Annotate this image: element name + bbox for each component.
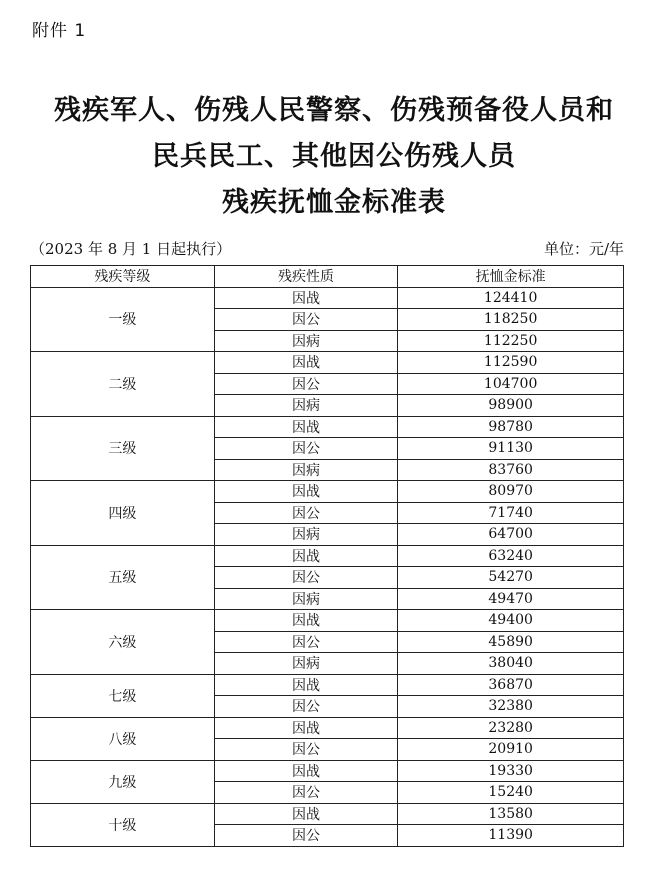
amount-cell: 45890 — [398, 631, 624, 653]
table-row — [31, 717, 624, 739]
pension-standard-table — [30, 265, 624, 847]
amount-cell: 124410 — [398, 287, 624, 309]
nature-cell: 因战 — [214, 416, 398, 438]
amount-cell: 13580 — [398, 803, 624, 825]
amount-cell: 112250 — [398, 330, 624, 352]
amount-cell: 63240 — [398, 545, 624, 567]
amount-cell: 118250 — [398, 309, 624, 331]
amount-cell: 104700 — [398, 373, 624, 395]
grade-cell: 九级 — [31, 760, 215, 803]
grade-cell: 七级 — [31, 674, 215, 717]
amount-cell: 71740 — [398, 502, 624, 524]
table-header-row — [31, 266, 624, 288]
nature-cell: 因战 — [214, 803, 398, 825]
amount-cell: 19330 — [398, 760, 624, 782]
table-row — [31, 803, 624, 825]
nature-cell: 因战 — [214, 481, 398, 503]
nature-cell: 因病 — [214, 588, 398, 610]
amount-cell: 20910 — [398, 739, 624, 761]
nature-cell: 因病 — [214, 459, 398, 481]
amount-cell: 91130 — [398, 438, 624, 460]
nature-cell: 因战 — [214, 674, 398, 696]
nature-cell: 因公 — [214, 696, 398, 718]
unit-note: 单位：元/年 — [543, 240, 624, 258]
nature-cell: 因公 — [214, 782, 398, 804]
nature-cell: 因公 — [214, 373, 398, 395]
annex-label: 附件 1 — [32, 21, 87, 41]
grade-cell: 三级 — [31, 416, 215, 481]
effective-date-note: （2023 年 8 月 1 日起执行） — [30, 240, 232, 258]
amount-cell: 36870 — [398, 674, 624, 696]
nature-cell: 因公 — [214, 825, 398, 847]
nature-cell: 因公 — [214, 502, 398, 524]
amount-cell: 98900 — [398, 395, 624, 417]
grade-cell: 四级 — [31, 481, 215, 546]
table-row — [31, 352, 624, 374]
header-amount: 抚恤金标准 — [398, 266, 624, 288]
grade-cell: 二级 — [31, 352, 215, 417]
amount-cell: 11390 — [398, 825, 624, 847]
nature-cell: 因病 — [214, 653, 398, 675]
amount-cell: 80970 — [398, 481, 624, 503]
title-line-2: 民兵民工、其他因公伤残人员 — [152, 141, 516, 172]
amount-cell: 98780 — [398, 416, 624, 438]
table-body — [31, 287, 624, 846]
table-caption-row — [30, 238, 624, 259]
table-row — [31, 545, 624, 567]
table-row — [31, 287, 624, 309]
grade-cell: 十级 — [31, 803, 215, 846]
amount-cell: 23280 — [398, 717, 624, 739]
nature-cell: 因公 — [214, 739, 398, 761]
document-title — [0, 88, 668, 226]
grade-cell: 五级 — [31, 545, 215, 610]
nature-cell: 因公 — [214, 567, 398, 589]
nature-cell: 因战 — [214, 352, 398, 374]
grade-cell: 八级 — [31, 717, 215, 760]
nature-cell: 因战 — [214, 545, 398, 567]
nature-cell: 因战 — [214, 610, 398, 632]
nature-cell: 因战 — [214, 717, 398, 739]
amount-cell: 32380 — [398, 696, 624, 718]
header-nature: 残疾性质 — [214, 266, 398, 288]
amount-cell: 112590 — [398, 352, 624, 374]
amount-cell: 49400 — [398, 610, 624, 632]
nature-cell: 因病 — [214, 330, 398, 352]
table-row — [31, 481, 624, 503]
table-row — [31, 674, 624, 696]
table-row — [31, 760, 624, 782]
nature-cell: 因公 — [214, 631, 398, 653]
nature-cell: 因战 — [214, 287, 398, 309]
header-grade: 残疾等级 — [31, 266, 215, 288]
table-row — [31, 416, 624, 438]
title-line-3: 残疾抚恤金标准表 — [222, 187, 446, 218]
nature-cell: 因公 — [214, 438, 398, 460]
table-row — [31, 610, 624, 632]
nature-cell: 因病 — [214, 395, 398, 417]
nature-cell: 因公 — [214, 309, 398, 331]
amount-cell: 15240 — [398, 782, 624, 804]
grade-cell: 一级 — [31, 287, 215, 352]
grade-cell: 六级 — [31, 610, 215, 675]
nature-cell: 因战 — [214, 760, 398, 782]
amount-cell: 49470 — [398, 588, 624, 610]
nature-cell: 因病 — [214, 524, 398, 546]
amount-cell: 38040 — [398, 653, 624, 675]
title-line-1: 残疾军人、伤残人民警察、伤残预备役人员和 — [54, 95, 614, 126]
amount-cell: 54270 — [398, 567, 624, 589]
amount-cell: 83760 — [398, 459, 624, 481]
amount-cell: 64700 — [398, 524, 624, 546]
